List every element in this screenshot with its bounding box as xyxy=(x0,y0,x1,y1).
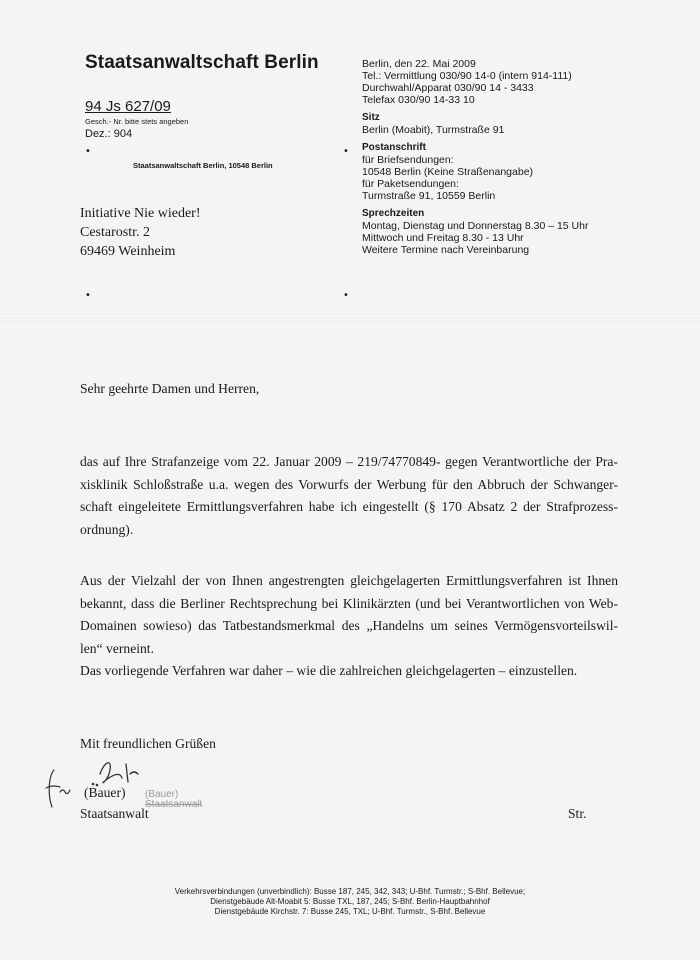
footer-line: Dienstgebäude Kirchstr. 7: Busse 245, TXL; U-Bhf. Turmstr., S-Bhf. Bellevue xyxy=(214,907,486,916)
recipient-line: Initiative Nie wieder! xyxy=(80,206,201,221)
file-number-hint: Gesch.- Nr. bitte stets angeben xyxy=(85,117,189,126)
paragraph-line: Aus der Vielzahl der von Ihnen angestrengten gleichgelagerten Ermittlungsverfahren ist Ihnen xyxy=(80,573,618,588)
footer-transport xyxy=(0,887,700,917)
hours-line: Montag, Dienstag und Donnerstag 8.30 – 15 Uhr xyxy=(362,220,589,232)
postal-heading: Postanschrift xyxy=(362,142,426,153)
paragraph-reason xyxy=(80,570,618,683)
postal-line: für Briefsendungen: xyxy=(362,154,454,166)
postal-line: Turmstraße 91, 10559 Berlin xyxy=(362,190,496,202)
paragraph-line: xisklinik Schloßstraße u.a. wegen des Vorwurfs der Werbung für den Abbruch der Schwanger- xyxy=(80,476,618,492)
phone-line: Telefax 030/90 14-33 10 xyxy=(362,94,475,106)
sender-return-line: Staatsanwaltschaft Berlin, 10548 Berlin xyxy=(133,161,273,170)
signer-title: Staatsanwalt xyxy=(80,806,149,821)
hours-line: Weitere Termine nach Vereinbarung xyxy=(362,244,530,256)
paragraph-main xyxy=(80,451,618,541)
hours-line: Mittwoch und Freitag 8.30 - 13 Uhr xyxy=(362,232,524,244)
footer-line: Dienstgebäude Alt-Moabit 5: Busse TXL, 187, 245; S-Bhf. Berlin-Hauptbahnhof xyxy=(210,897,490,906)
authority-title: Staatsanwaltschaft Berlin xyxy=(85,52,319,73)
stamp-imprint xyxy=(145,790,202,810)
signer-name: (Bauer) xyxy=(84,785,126,800)
department: Dez.: 904 xyxy=(85,128,133,140)
postal-line: 10548 Berlin (Keine Straßenangabe) xyxy=(362,166,534,178)
recipient-address xyxy=(80,204,201,261)
salutation: Sehr geehrte Damen und Herren, xyxy=(80,381,260,396)
paragraph-line: ordnung). xyxy=(80,521,134,537)
stamp-line: Staatsanwalt xyxy=(145,799,203,810)
recipient-line: Cestarostr. 2 xyxy=(80,225,150,240)
paragraph-line: schaft eingeleitete Ermittlungsverfahren habe ich eingestellt (§ 170 Absatz 2 der Strafprozess- xyxy=(80,499,618,514)
closing: Mit freundlichen Grüßen xyxy=(80,736,216,751)
file-number: 94 Js 627/09 xyxy=(85,98,171,115)
fold-mark: • xyxy=(85,290,91,301)
fold-mark: • xyxy=(343,290,349,301)
fold-mark: • xyxy=(343,146,349,157)
paper-fold xyxy=(0,318,700,321)
paragraph-line: bekannt, dass die Berliner Rechtsprechung bei Klinikärzten (und bei Verantwortlichen von Web- xyxy=(80,595,618,611)
phone-line: Durchwahl/Apparat 030/90 14 - 3433 xyxy=(362,82,534,94)
footer-line: Verkehrsverbindungen (unverbindlich): Busse 187, 245, 342, 343; U-Bhf. Turmstr.; S-Bhf. Bellevue; xyxy=(174,887,526,896)
fold-mark: • xyxy=(85,146,91,157)
paragraph-line: Domainen sowieso) das Tatbestandsmerkmal des „Handelns um seines Vermögensvorteilswil- xyxy=(80,618,618,633)
contact-info xyxy=(362,58,588,256)
seat-heading: Sitz xyxy=(362,112,380,123)
hours-heading: Sprechzeiten xyxy=(362,208,425,219)
paragraph-line: len“ verneint. xyxy=(80,640,154,656)
recipient-line: 69469 Weinheim xyxy=(80,244,176,259)
paragraph-line: das auf Ihre Strafanzeige vom 22. Januar 2009 – 219/74770849- gegen Verantwortliche der Pra- xyxy=(80,454,618,469)
letter-date: Berlin, den 22. Mai 2009 xyxy=(362,58,476,70)
seat-address: Berlin (Moabit), Turmstraße 91 xyxy=(362,124,505,136)
stamp-line: (Bauer) xyxy=(145,789,179,800)
signer-suffix: Str. xyxy=(568,806,587,821)
postal-line: für Paketsendungen: xyxy=(362,178,459,190)
phone-line: Tel.: Vermittlung 030/90 14-0 (intern 914-111) xyxy=(362,70,572,82)
paragraph-line: Das vorliegende Verfahren war daher – wie die zahlreichen gleichgelagerten – einzustellen. xyxy=(80,663,578,678)
